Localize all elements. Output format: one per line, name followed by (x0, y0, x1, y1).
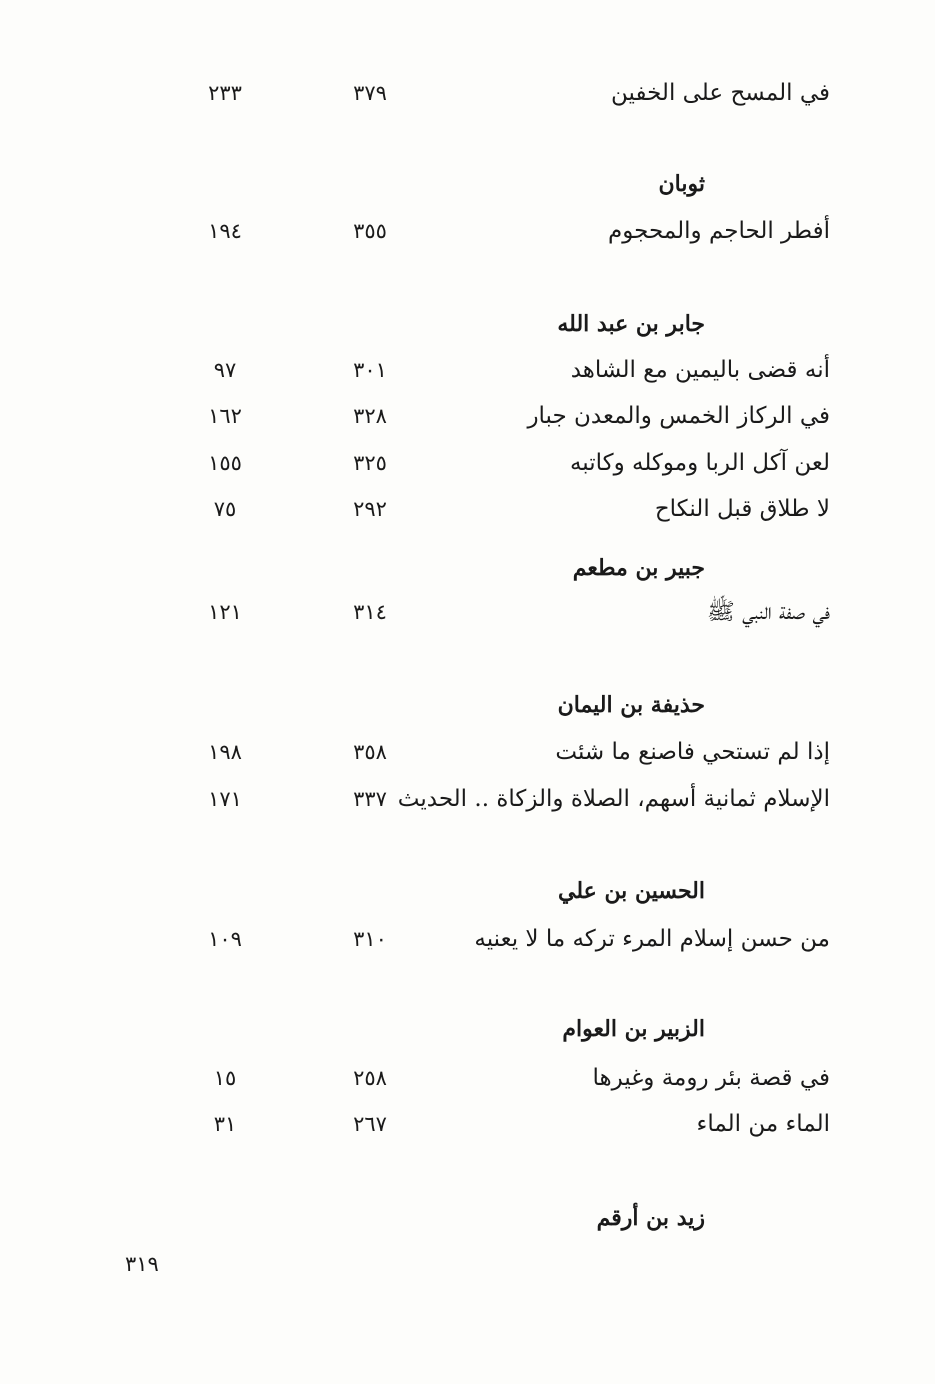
index-entry (0, 208, 935, 254)
page-reference: ٩٧ (213, 358, 237, 382)
narrator-heading (0, 1195, 935, 1241)
hadith-text: لعن آكل الربا وموكله وكاتبه (569, 450, 830, 476)
page-reference: ١٥٥ (208, 451, 242, 475)
hadith-text: في قصة بئر رومة وغيرها (592, 1065, 830, 1091)
narrator-name: الحسين بن علي (558, 878, 705, 904)
narrator-heading (0, 868, 935, 914)
hadith-number: ٣١٤ (353, 600, 387, 624)
page-reference: ١٩٨ (208, 740, 242, 764)
index-entry (0, 1101, 935, 1147)
hadith-number: ٢٩٢ (353, 497, 387, 521)
hadith-text: في الركاز الخمس والمعدن جبار (527, 403, 830, 429)
page-number: ٣١٩ (125, 1252, 159, 1276)
narrator-name: جبير بن مطعم (572, 555, 705, 581)
index-entry (0, 1055, 935, 1101)
page-reference: ١٥ (213, 1066, 237, 1090)
page-reference: ١٦٢ (208, 404, 242, 428)
page-reference: ١٩٤ (208, 219, 242, 243)
page-reference: ١٢١ (208, 600, 242, 624)
hadith-number: ٣١٠ (353, 927, 387, 951)
narrator-heading (0, 545, 935, 591)
hadith-text: الإسلام ثمانية أسهم، الصلاة والزكاة .. الحديث (397, 786, 830, 812)
index-entry (0, 729, 935, 775)
hadith-number: ٢٦٧ (353, 1112, 387, 1136)
hadith-text: أنه قضى باليمين مع الشاهد (570, 357, 830, 383)
index-entry (0, 776, 935, 822)
index-entry (0, 916, 935, 962)
index-entry (0, 70, 935, 116)
narrator-name: زيد بن أرقم (596, 1205, 705, 1231)
narrator-name: ثوبان (658, 171, 705, 197)
narrator-heading (0, 1006, 935, 1052)
index-entry (0, 440, 935, 486)
narrator-heading (0, 682, 935, 728)
narrator-name: جابر بن عبد الله (557, 311, 705, 337)
hadith-number: ٣٢٥ (353, 451, 387, 475)
hadith-number: ٣٥٥ (353, 219, 387, 243)
hadith-text: لا طلاق قبل النكاح (654, 496, 830, 522)
narrator-name: حذيفة بن اليمان (557, 692, 705, 718)
hadith-number: ٣٢٨ (353, 404, 387, 428)
hadith-text: في المسح على الخفين (611, 80, 830, 106)
index-entry (0, 486, 935, 532)
hadith-text: في صفة النبي ﷺ (707, 599, 830, 625)
page-reference: ٧٥ (213, 497, 237, 521)
hadith-text: الماء من الماء (696, 1111, 830, 1137)
hadith-number: ٣٣٧ (353, 787, 387, 811)
index-entry (0, 589, 935, 635)
page-reference: ٢٣٣ (208, 81, 242, 105)
hadith-number: ٣٧٩ (353, 81, 387, 105)
hadith-number: ٣٥٨ (353, 740, 387, 764)
narrator-heading (0, 161, 935, 207)
hadith-number: ٣٠١ (353, 358, 387, 382)
hadith-text: من حسن إسلام المرء تركه ما لا يعنيه (474, 926, 830, 952)
narrator-heading (0, 301, 935, 347)
index-entry (0, 393, 935, 439)
narrator-name: الزبير بن العوام (562, 1016, 705, 1042)
page-reference: ٣١ (213, 1112, 237, 1136)
page-reference: ١٠٩ (208, 927, 242, 951)
page-reference: ١٧١ (208, 787, 242, 811)
hadith-number: ٢٥٨ (353, 1066, 387, 1090)
index-entry (0, 347, 935, 393)
hadith-text: إذا لم تستحي فاصنع ما شئت (555, 739, 830, 765)
hadith-text: أفطر الحاجم والمحجوم (608, 218, 830, 244)
